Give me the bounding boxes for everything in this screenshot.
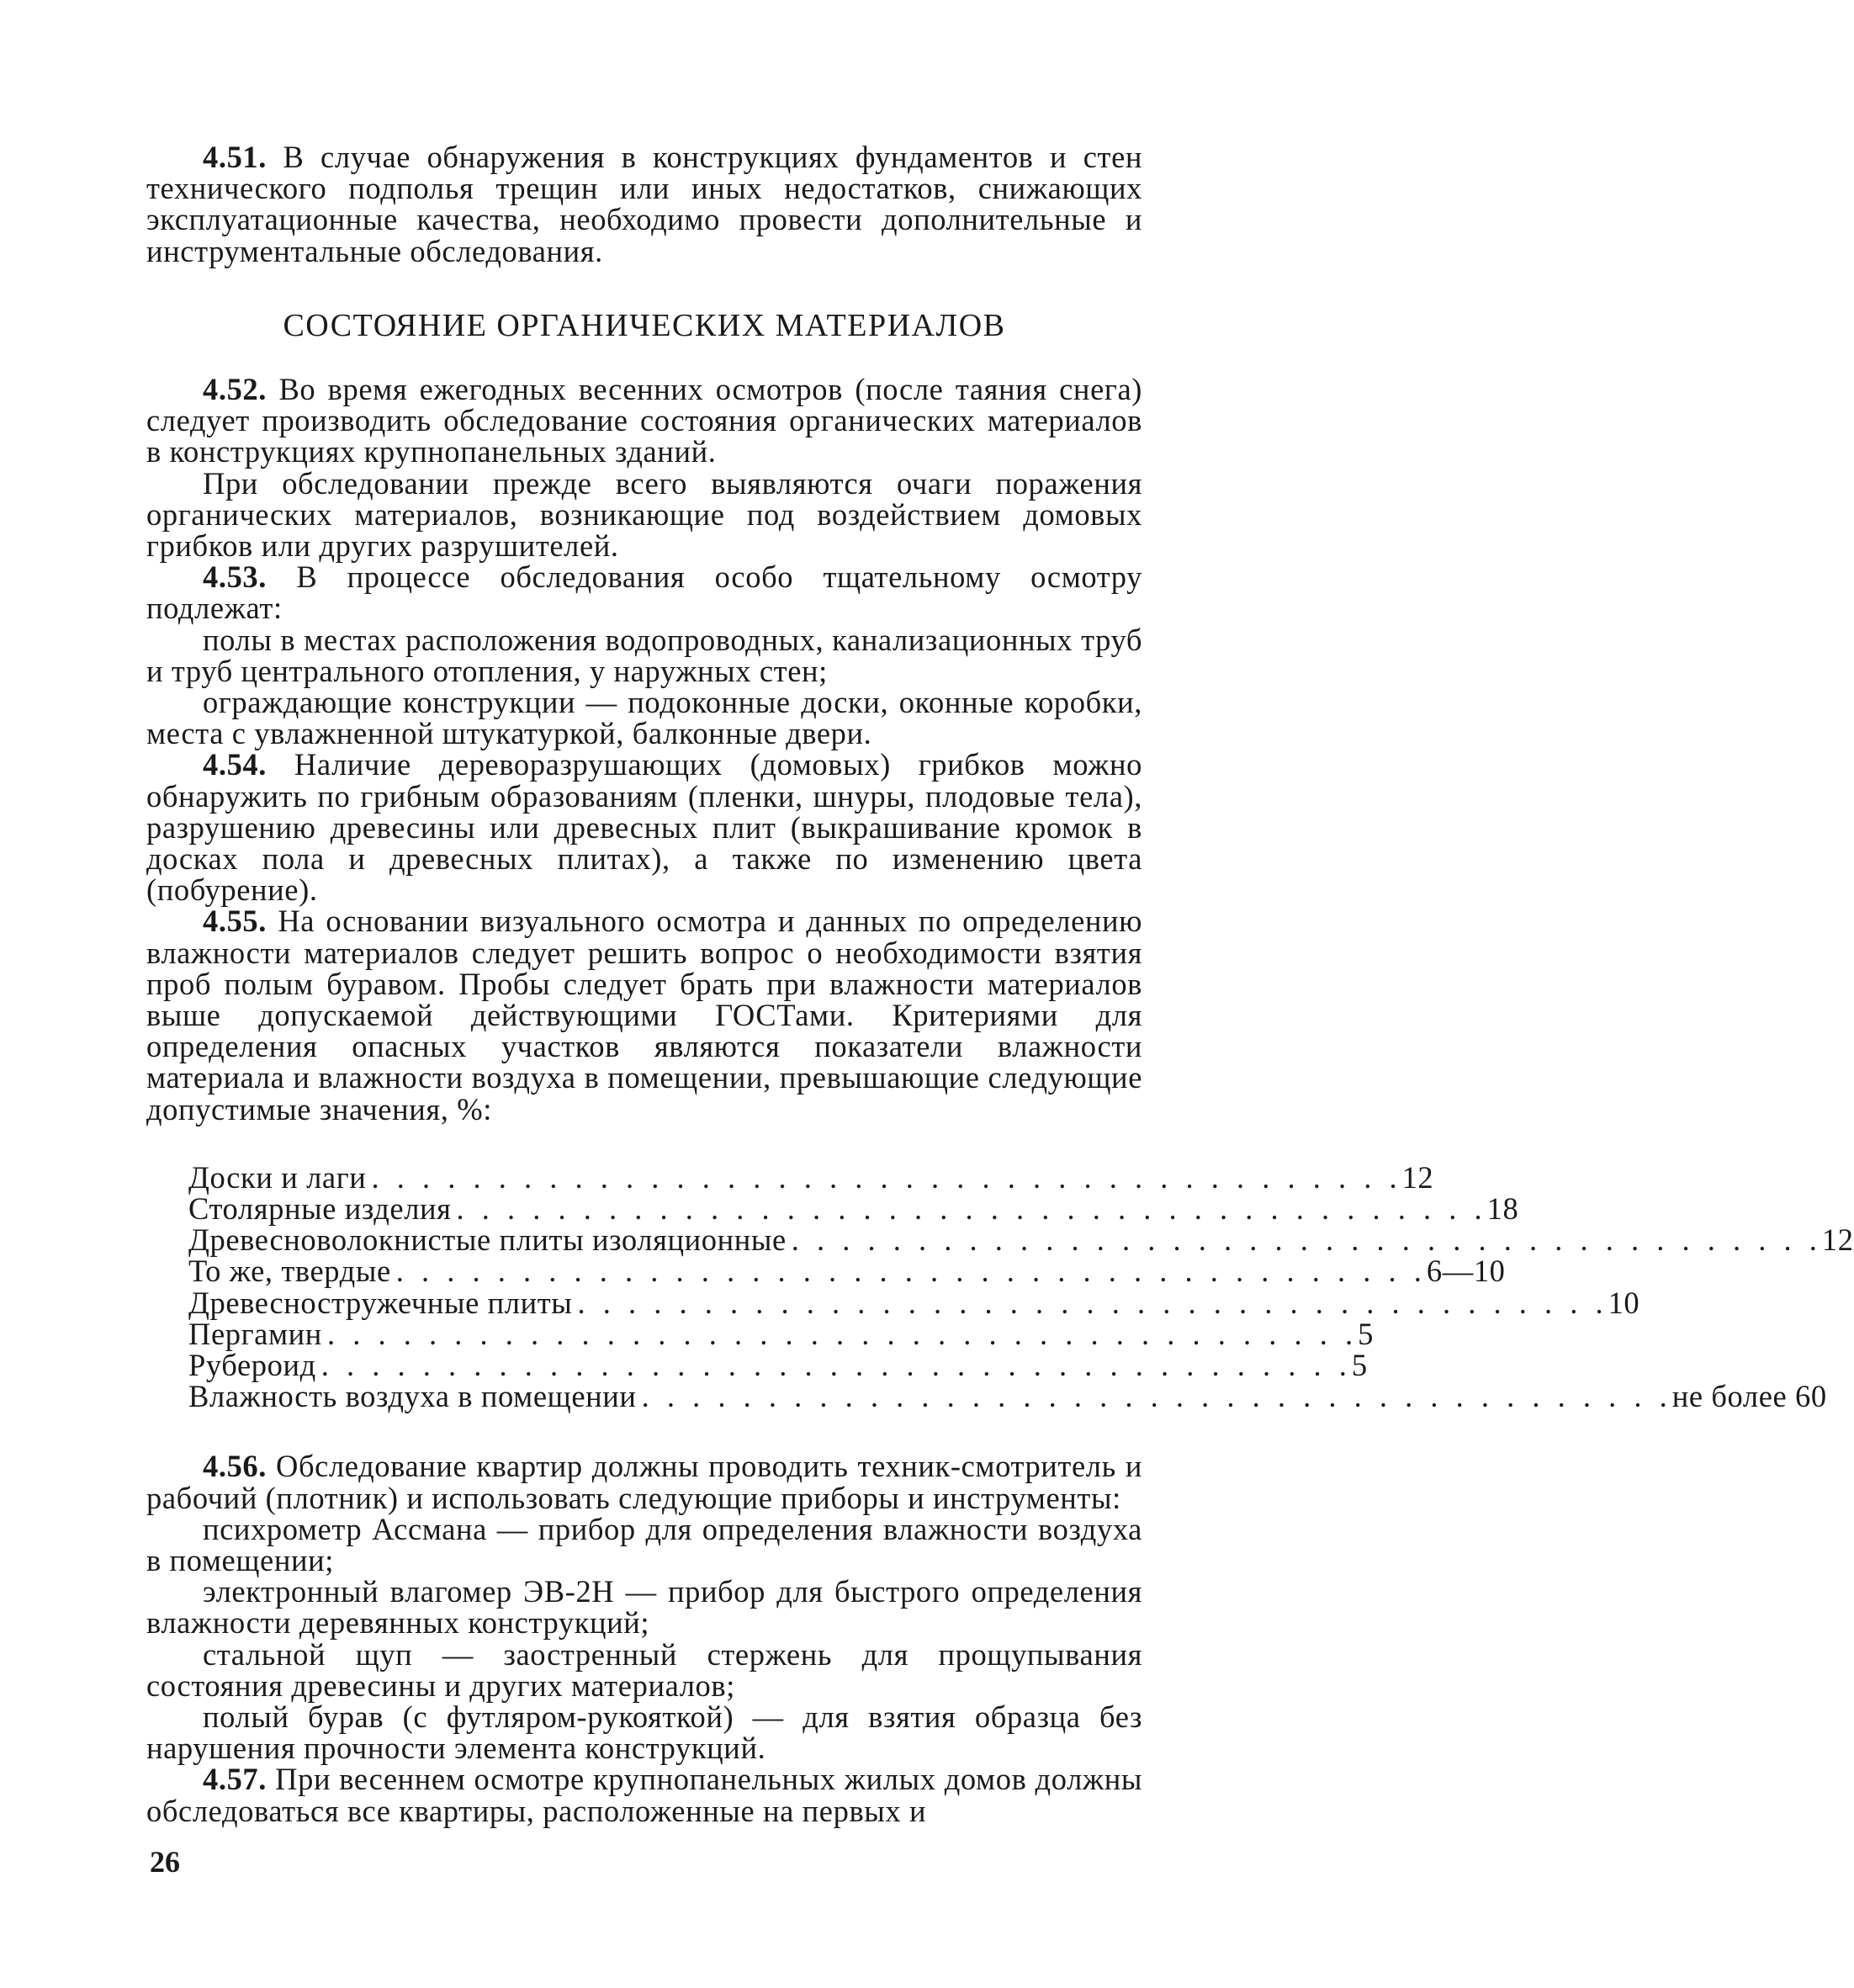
list-item: полый бурав (с футляром-рукояткой) — для взятия образца без нарушения прочности элемента конструкций. bbox=[146, 1699, 1142, 1766]
row-label: То же, твердые bbox=[188, 1254, 391, 1289]
clause-number: 4.56. bbox=[203, 1449, 267, 1484]
table-row bbox=[188, 1316, 1374, 1351]
clause-text: На основании визуального осмотра и данных по определению влажности материалов следует решить вопрос о необходимости взятия проб полым буравом. Пробы следует брать при влажности материалов выше допускаемой действующими ГОСТами. Критериями для определения опасных участков являются показатели влажности материала и влажности воздуха в помещении, превышающие следующие допустимые значения, %: bbox=[146, 904, 1142, 1127]
row-label: Пергамин bbox=[188, 1316, 322, 1351]
leader-dots: . . . . . . . . . . . . . . . . . . . . . . . . . . . . . . . . . . . . . . . . . bbox=[577, 1285, 1608, 1320]
table-row bbox=[188, 1159, 1434, 1195]
clause-number: 4.53. bbox=[203, 559, 267, 595]
clause-number: 4.51. bbox=[203, 140, 267, 174]
row-value: 12 bbox=[1821, 1222, 1854, 1258]
paragraph-4-53 bbox=[146, 559, 1142, 626]
table-row bbox=[188, 1191, 1519, 1227]
clause-number: 4.54. bbox=[203, 747, 267, 782]
paragraph-4-52-cont: При обследовании прежде всего выявляются очаги поражения органических материалов, возникающие под воздействием домовых грибков или других разрушителей. bbox=[146, 465, 1142, 564]
clause-text: В случае обнаружения в конструкциях фундаментов и стен технического подполья трещин или иных недостатков, снижающих эксплуатационные качества, необходимо провести дополнительные и инструментальные обследования. bbox=[146, 140, 1142, 268]
list-item: ограждающие конструкции — подоконные доски, оконные коробки, места с увлажненной штукатуркой, балконные двери. bbox=[146, 685, 1142, 751]
leader-dots: . . . . . . . . . . . . . . . . . . . . . . . . . . . . . . . . . . . . . . . . . bbox=[371, 1159, 1402, 1195]
row-label: Доски и лаги bbox=[188, 1159, 367, 1195]
paragraph-4-54 bbox=[146, 747, 1142, 908]
list-item: электронный влагомер ЭВ-2Н — прибор для быстрого определения влажности деревянных конструкций; bbox=[146, 1574, 1142, 1641]
row-value: не более 60 bbox=[1671, 1379, 1827, 1414]
clause-text: При весеннем осмотре крупнопанельных жилых домов должны обследоваться все квартиры, расположенные на первых и bbox=[146, 1762, 1142, 1828]
table-row bbox=[188, 1222, 1854, 1258]
clause-text: Наличие дереворазрушающих (домовых) грибков можно обнаружить по грибным образованиям (пленки, шнуры, плодовые тела), разрушению древесины или древесных плит (выкрашивание кромок в досках пола и древесных плитах), а также по изменению цвета (побурение). bbox=[146, 747, 1142, 908]
clause-text: В процессе обследования особо тщательному осмотру подлежат: bbox=[146, 559, 1142, 626]
list-item: стальной щуп — заостренный стержень для прощупывания состояния древесины и других материалов; bbox=[146, 1636, 1142, 1703]
leader-dots: . . . . . . . . . . . . . . . . . . . . . . . . . . . . . . . . . . . . . . . . . bbox=[456, 1191, 1487, 1227]
leader-dots: . . . . . . . . . . . . . . . . . . . . . . . . . . . . . . . . . . . . . . . . . bbox=[326, 1316, 1359, 1351]
moisture-table bbox=[188, 1159, 1854, 1414]
row-label: Древесноволокнистые плиты изоляционные bbox=[188, 1222, 787, 1258]
clause-number: 4.52. bbox=[203, 372, 267, 407]
table-row bbox=[188, 1285, 1640, 1320]
table-row bbox=[188, 1379, 1827, 1414]
paragraph-4-55 bbox=[146, 904, 1142, 1127]
table-row bbox=[188, 1348, 1368, 1383]
page-number: 26 bbox=[150, 1845, 180, 1879]
row-value: 18 bbox=[1486, 1191, 1519, 1227]
leader-dots: . . . . . . . . . . . . . . . . . . . . . . . . . . . . . . . . . . . . . . . . . bbox=[320, 1348, 1352, 1383]
clause-text: Во время ежегодных весенних осмотров (после таяния снега) следует производить обследование состояния органических материалов в конструкциях крупнопанельных зданий. bbox=[146, 372, 1142, 469]
paragraph-4-56 bbox=[146, 1450, 1142, 1513]
paragraph-4-52 bbox=[146, 374, 1142, 468]
page-body bbox=[146, 140, 1854, 1828]
row-label: Рубероид bbox=[188, 1348, 316, 1383]
row-label: Древесностружечные плиты bbox=[188, 1285, 573, 1320]
row-value: 12 bbox=[1401, 1159, 1434, 1195]
paragraph-4-51 bbox=[146, 141, 1142, 267]
paragraph-4-57 bbox=[146, 1763, 1142, 1826]
leader-dots: . . . . . . . . . . . . . . . . . . . . . . . . . . . . . . . . . . . . . . . . . bbox=[641, 1379, 1672, 1414]
list-item: полы в местах расположения водопроводных, канализационных труб и труб центрального отопления, у наружных стен; bbox=[146, 622, 1142, 688]
clause-number: 4.57. bbox=[203, 1762, 267, 1797]
row-value: 5 bbox=[1358, 1316, 1374, 1351]
clause-text: Обследование квартир должны проводить техник-смотритель и рабочий (плотник) и использовать следующие приборы и инструменты: bbox=[146, 1449, 1142, 1515]
list-item: психрометр Ассмана — прибор для определения влажности воздуха в помещении; bbox=[146, 1511, 1142, 1577]
clause-number: 4.55. bbox=[203, 904, 267, 939]
section-heading: СОСТОЯНИЕ ОРГАНИЧЕСКИХ МАТЕРИАЛОВ bbox=[283, 307, 1006, 343]
row-value: 6—10 bbox=[1426, 1254, 1506, 1289]
table-row bbox=[188, 1254, 1506, 1289]
row-label: Столярные изделия bbox=[188, 1191, 452, 1227]
row-label: Влажность воздуха в помещении bbox=[188, 1379, 637, 1414]
row-value: 10 bbox=[1608, 1285, 1640, 1320]
row-value: 5 bbox=[1351, 1348, 1368, 1383]
leader-dots: . . . . . . . . . . . . . . . . . . . . . . . . . . . . . . . . . . . . . . . . . bbox=[791, 1222, 1822, 1258]
leader-dots: . . . . . . . . . . . . . . . . . . . . . . . . . . . . . . . . . . . . . . . . . bbox=[395, 1254, 1427, 1289]
